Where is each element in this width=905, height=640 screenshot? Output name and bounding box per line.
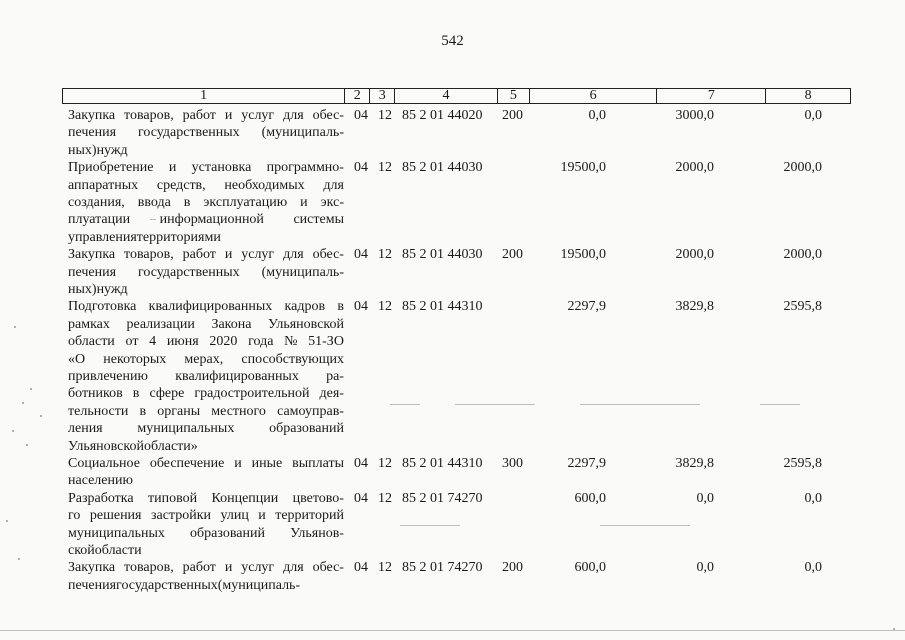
row-description-line	[68, 351, 344, 368]
amount-year1-cell: 19500,0	[560, 247, 606, 263]
description-word: ления	[68, 421, 103, 437]
row-description-line	[68, 559, 344, 576]
amount-year1-cell: 600,0	[574, 560, 606, 576]
amount-year3-cell: 0,0	[804, 108, 822, 123]
amount-year3-cell: 2595,8	[783, 299, 822, 315]
row-description-line	[68, 403, 344, 420]
expense-type-cell: 200	[502, 560, 523, 576]
scan-artifact	[30, 388, 32, 390]
description-word: территориями	[136, 229, 221, 245]
section-cell: 04	[354, 560, 368, 576]
description-word: и	[300, 195, 308, 210]
description-word: Закупка	[68, 108, 116, 123]
description-word: ботников	[68, 386, 123, 402]
description-word: (муниципаль-	[261, 264, 344, 280]
description-word: квалифицированных	[148, 299, 273, 315]
description-word: тельности	[68, 403, 129, 419]
description-word: работ	[182, 108, 216, 123]
row-description-line	[68, 507, 344, 524]
description-word: июня	[166, 334, 199, 350]
description-word: для	[283, 247, 304, 263]
scan-artifact	[400, 525, 460, 526]
description-word: Ульяновской	[268, 316, 344, 332]
row-description-line	[68, 577, 344, 594]
description-word: экс-	[320, 195, 344, 210]
column-header: 5	[498, 89, 530, 103]
description-word: обеспечение	[149, 456, 225, 471]
scan-artifact	[893, 628, 895, 630]
description-word: Приобретение	[68, 160, 154, 176]
description-word: образований	[190, 525, 265, 541]
description-word: муниципальных	[137, 421, 235, 437]
description-word: области	[94, 543, 142, 558]
subsection-cell: 12	[378, 299, 392, 315]
scan-artifact	[22, 402, 24, 404]
description-word: создания,	[68, 195, 125, 210]
scan-artifact	[14, 326, 16, 328]
description-word: го	[68, 508, 81, 524]
description-word: образований	[269, 421, 344, 437]
description-word: Закупка	[68, 560, 116, 576]
scan-artifact	[0, 630, 905, 631]
description-word: органы	[157, 403, 201, 419]
column-header: 6	[530, 89, 658, 103]
description-word: самоуправ-	[277, 403, 344, 419]
description-word: реализации	[126, 316, 195, 332]
row-description-line	[68, 472, 344, 489]
row-description-line	[68, 333, 344, 350]
description-word: ных)	[68, 282, 97, 297]
description-word: в	[132, 386, 140, 402]
description-word: системы	[293, 212, 344, 228]
description-word: населению	[68, 473, 133, 489]
description-word: эксплуатацию	[203, 195, 288, 210]
description-word: муниципальных	[68, 525, 165, 541]
description-word: некоторых	[103, 351, 167, 367]
scan-artifact	[455, 404, 535, 405]
description-word: для	[323, 177, 344, 193]
scan-artifact	[6, 520, 8, 522]
description-word: государственных	[137, 264, 240, 280]
column-header: 7	[657, 89, 766, 103]
description-word: товаров,	[124, 108, 174, 123]
description-word: привлечению	[68, 369, 148, 384]
amount-year3-cell: 2595,8	[783, 456, 822, 471]
row-description-line	[68, 124, 344, 141]
description-word: местного	[211, 403, 266, 419]
column-header: 8	[804, 88, 812, 103]
description-word: управления	[68, 229, 137, 245]
description-word: квалифицированных	[175, 369, 299, 384]
amount-year2-cell: 0,0	[696, 490, 714, 506]
description-word: Подготовка	[68, 299, 137, 315]
description-word: обес-	[312, 560, 344, 576]
target-code-cell: 85 2 01 44310	[402, 299, 483, 315]
description-word: Ульяновской	[68, 438, 144, 454]
description-word: области	[68, 334, 115, 350]
description-word: застройки	[150, 508, 211, 524]
scan-artifact	[26, 444, 28, 446]
amount-year2-cell: 2000,0	[675, 247, 714, 263]
amount-year2-cell: 3829,8	[675, 299, 714, 315]
description-word: в	[337, 299, 344, 315]
description-word: 51-ЗО	[308, 334, 344, 350]
column-header: 3	[370, 89, 395, 103]
amount-year1-cell: 2297,9	[567, 299, 606, 315]
description-word: выплаты	[292, 456, 344, 471]
row-description-line	[68, 246, 344, 263]
subsection-cell: 12	[378, 108, 392, 123]
description-word: и	[224, 560, 233, 576]
description-word: и	[224, 108, 233, 123]
description-word: работ	[182, 560, 216, 576]
description-word: года	[248, 334, 274, 350]
target-code-cell: 85 2 01 74270	[402, 560, 483, 576]
column-header: 1	[63, 89, 345, 103]
row-description-line	[68, 159, 344, 176]
amount-year3-cell: 2000,0	[783, 247, 822, 263]
description-word: услуг	[241, 108, 275, 123]
description-word: государственных	[137, 125, 240, 141]
amount-year1-cell: 2297,9	[567, 456, 606, 471]
subsection-cell: 12	[378, 247, 392, 263]
expense-type-cell: 200	[502, 108, 523, 123]
target-code-cell: 85 2 01 74270	[402, 490, 483, 506]
description-word: рамках	[68, 316, 110, 332]
description-word: работ	[182, 247, 216, 263]
description-word: Разработка	[68, 490, 134, 506]
amount-year3-cell: 0,0	[804, 490, 822, 506]
table-header	[62, 88, 851, 104]
description-word: нужд	[96, 282, 128, 297]
expense-type-cell: 200	[502, 247, 523, 263]
description-word: печения	[68, 577, 117, 593]
description-word: и	[234, 456, 242, 471]
scan-artifact	[600, 525, 690, 526]
scan-artifact	[12, 430, 14, 432]
amount-year1-cell: 19500,0	[560, 160, 606, 176]
description-word: и	[168, 160, 177, 176]
description-word: области»	[143, 438, 198, 454]
section-cell: 04	[354, 490, 368, 506]
target-code-cell: 85 2 01 44030	[402, 247, 483, 263]
description-word: плуатации	[68, 212, 131, 228]
description-word: для	[283, 560, 304, 576]
amount-year3-cell: 2000,0	[783, 160, 822, 176]
description-word: от	[125, 334, 139, 350]
amount-year1-cell: 0,0	[588, 108, 606, 123]
description-word: установка	[191, 160, 252, 176]
description-word: ской	[68, 543, 95, 558]
description-word: Концепции	[211, 490, 279, 506]
scan-artifact	[18, 558, 20, 560]
description-word: необходимых	[224, 177, 305, 193]
description-word: в	[139, 403, 147, 419]
description-word: государственных	[116, 577, 218, 593]
subsection-cell: 12	[378, 490, 392, 506]
amount-year2-cell: 0,0	[696, 560, 714, 576]
description-word: программно-	[266, 160, 344, 176]
description-word: товаров,	[124, 560, 174, 576]
description-word: в	[183, 195, 191, 210]
row-description-line	[68, 420, 344, 437]
description-word: дея-	[319, 386, 344, 402]
description-word: кадров	[284, 299, 326, 315]
description-word: (муниципаль-	[261, 125, 344, 141]
description-word: территорий	[275, 508, 344, 524]
target-code-cell: 85 2 01 44020	[402, 108, 483, 123]
row-description-line	[68, 264, 344, 281]
description-word: сфере	[149, 386, 185, 402]
section-cell: 04	[354, 299, 368, 315]
description-word: цветово-	[292, 490, 344, 506]
row-description-line	[68, 211, 344, 228]
section-cell: 04	[354, 108, 368, 123]
subsection-cell: 12	[378, 160, 392, 176]
amount-year2-cell: 2000,0	[675, 160, 714, 176]
description-word: и	[258, 508, 266, 524]
description-word: средств,	[156, 177, 206, 193]
description-word: и	[224, 247, 233, 263]
amount-year1-cell: 600,0	[574, 490, 606, 506]
row-description-line	[68, 438, 344, 455]
description-word: Ульянов-	[290, 525, 344, 541]
description-word: печения	[68, 264, 117, 280]
description-word: Закона	[211, 316, 252, 332]
description-word: №	[284, 334, 298, 350]
description-word: обес-	[312, 108, 344, 123]
expense-type-cell: 300	[502, 456, 523, 471]
description-word: товаров,	[124, 247, 174, 263]
column-header: 4	[395, 89, 498, 103]
description-word: ввода	[137, 195, 171, 210]
row-description-line	[68, 455, 344, 472]
description-word: решения	[89, 508, 142, 524]
scan-artifact	[150, 219, 156, 220]
description-word: 4	[149, 334, 157, 350]
description-word: (муниципаль-	[217, 577, 301, 593]
row-description-line	[68, 229, 344, 246]
description-word: градостроительной	[194, 386, 310, 402]
row-description-line	[68, 490, 344, 507]
scan-artifact	[390, 404, 420, 405]
description-word: обес-	[312, 247, 344, 263]
description-word: информационной	[159, 212, 264, 228]
row-description-line	[68, 142, 344, 159]
page-number: 542	[441, 33, 464, 49]
description-word: аппаратных	[68, 177, 139, 193]
column-header: 2	[345, 89, 370, 103]
row-description-line	[68, 385, 344, 402]
description-word: печения	[68, 125, 117, 141]
description-word: «О	[68, 351, 86, 367]
subsection-cell: 12	[378, 456, 392, 471]
row-description-line	[68, 177, 344, 194]
description-word: типовой	[147, 490, 198, 506]
description-word: Закупка	[68, 247, 116, 263]
description-word: мерах,	[184, 351, 224, 367]
description-word: улиц	[220, 508, 249, 524]
row-description-line	[68, 316, 344, 333]
section-cell: 04	[354, 247, 368, 263]
description-word: Социальное	[68, 456, 140, 471]
description-word: услуг	[241, 247, 275, 263]
row-description-line	[68, 194, 344, 211]
row-description-line	[68, 542, 344, 559]
subsection-cell: 12	[378, 560, 392, 576]
scan-artifact	[40, 415, 42, 417]
description-word: для	[283, 108, 304, 123]
description-word: ных)	[68, 142, 97, 158]
amount-year2-cell: 3000,0	[675, 108, 714, 123]
row-description-line	[68, 281, 344, 298]
target-code-cell: 85 2 01 44030	[402, 160, 483, 176]
row-description-line	[68, 525, 344, 542]
scan-artifact	[580, 404, 700, 405]
description-word: услуг	[241, 560, 275, 576]
row-description-line	[68, 298, 344, 315]
amount-year3-cell: 0,0	[804, 560, 822, 576]
description-word: способствующих	[241, 351, 344, 367]
row-description-line	[68, 107, 344, 124]
section-cell: 04	[354, 456, 368, 471]
description-word: иные	[251, 456, 283, 471]
description-word: нужд	[96, 142, 128, 158]
amount-year2-cell: 3829,8	[675, 456, 714, 471]
description-word: ра-	[326, 369, 344, 384]
scan-artifact	[760, 404, 800, 405]
description-word: 2020	[209, 334, 238, 350]
target-code-cell: 85 2 01 44310	[402, 456, 483, 471]
row-description-line	[68, 368, 344, 385]
section-cell: 04	[354, 160, 368, 176]
